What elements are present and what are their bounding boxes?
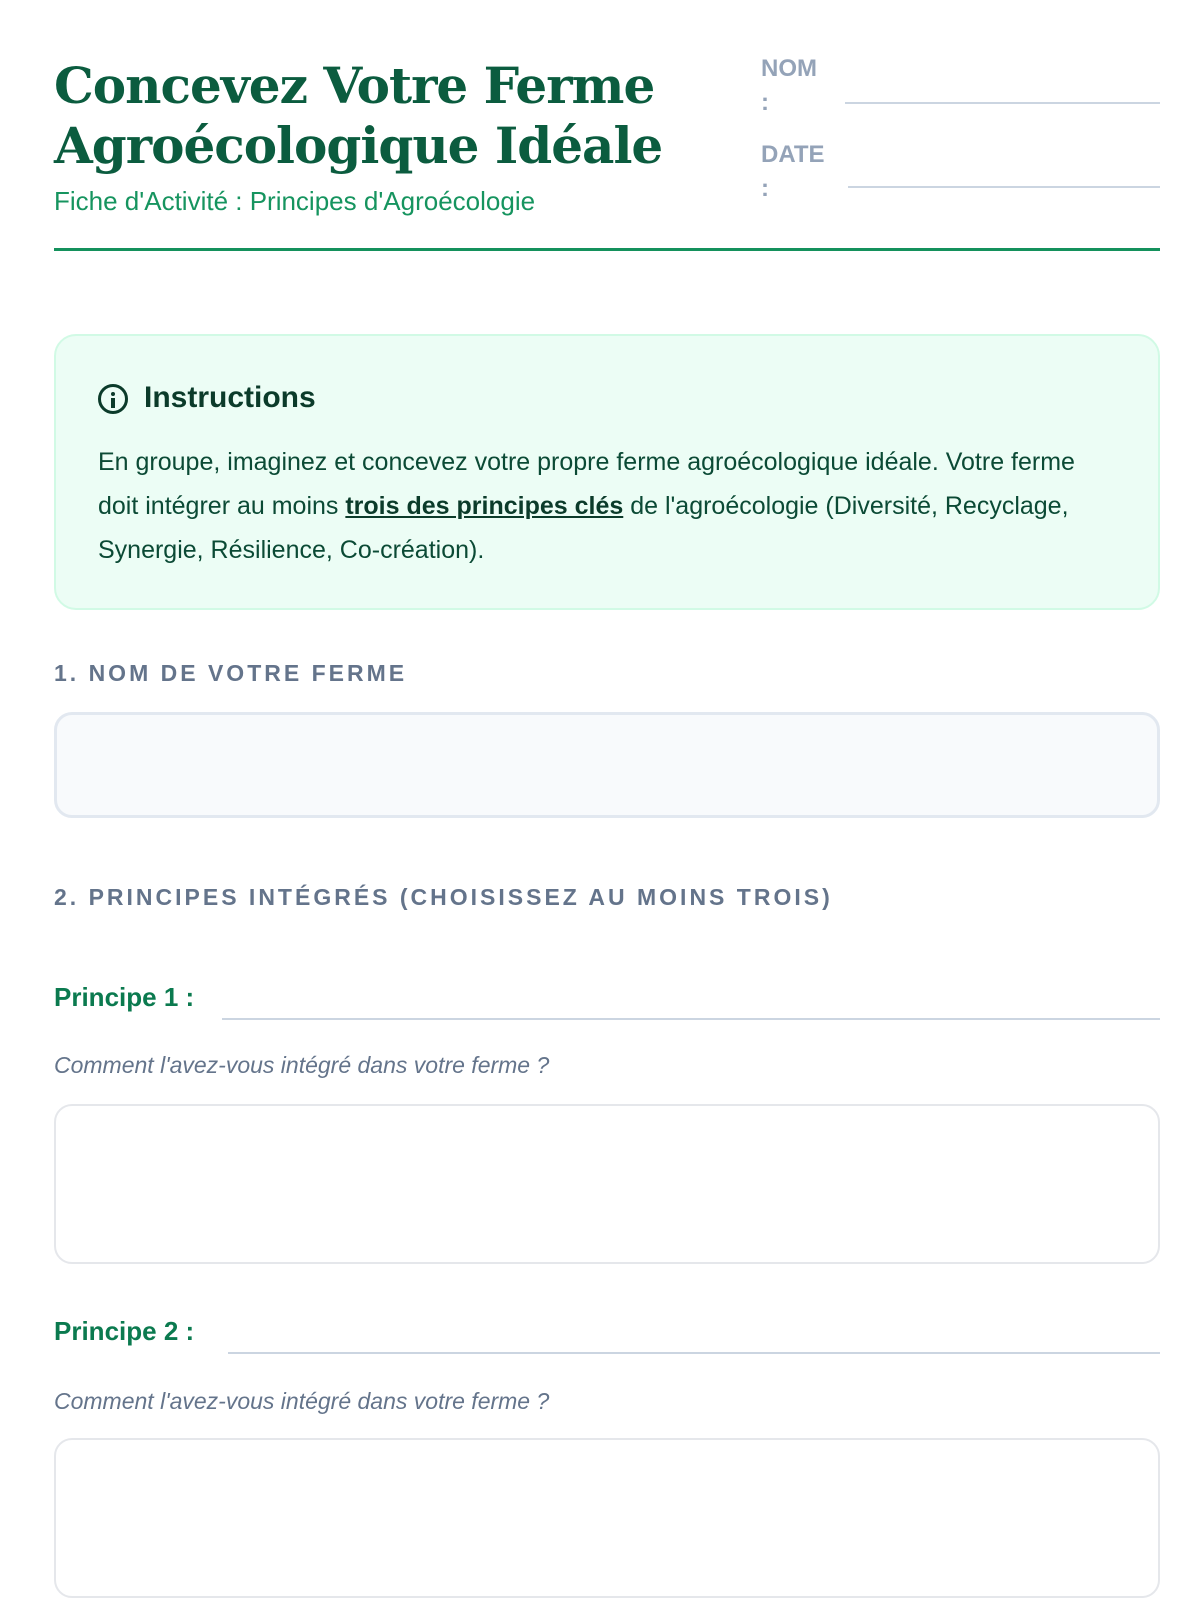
- date-input-line[interactable]: [848, 186, 1160, 188]
- name-label-text: NOM: [761, 55, 817, 82]
- farm-name-input[interactable]: [54, 712, 1160, 818]
- principle-2-question: Comment l'avez-vous intégré dans votre ferme ?: [54, 1388, 550, 1414]
- principle-1-question: Comment l'avez-vous intégré dans votre ferme ?: [54, 1052, 550, 1078]
- page-title-line-2: Agroécologique Idéale: [54, 116, 663, 175]
- principle-1-input-line[interactable]: [222, 1018, 1160, 1020]
- worksheet-page: [54, 0, 1160, 1600]
- section-principles-label: 2. PRINCIPES INTÉGRÉS (CHOISISSEZ AU MOINS TROIS): [54, 884, 833, 910]
- name-field-row: [761, 52, 1160, 116]
- page-title-line-1: Concevez Votre Ferme: [54, 56, 655, 115]
- principle-1-answer-box[interactable]: [54, 1104, 1160, 1264]
- date-field-row: [761, 138, 1160, 202]
- info-icon: [98, 384, 128, 414]
- page-title: [54, 56, 734, 176]
- name-label-colon: :: [761, 89, 769, 116]
- section-farm-name-label: 1. NOM DE VOTRE FERME: [54, 660, 408, 686]
- header-divider: [54, 248, 1160, 251]
- page-subtitle: Fiche d'Activité : Principes d'Agroécologie: [54, 186, 536, 216]
- name-input-line[interactable]: [845, 102, 1160, 104]
- worksheet-header: [54, 52, 1160, 252]
- principle-2-answer-box[interactable]: [54, 1438, 1160, 1598]
- date-label-text: DATE: [761, 141, 825, 168]
- name-label: [761, 52, 841, 120]
- principle-2-label: Principe 2 :: [54, 1316, 195, 1346]
- principle-2-input-line[interactable]: [228, 1352, 1160, 1354]
- instructions-text-end: de l'agroécologie (Diversité, Recyclage, Synergie, Résilience, Co-création).: [98, 492, 1069, 564]
- instructions-title: Instructions: [144, 381, 316, 414]
- instructions-box: [54, 334, 1160, 610]
- principle-1-label: Principe 1 :: [54, 982, 195, 1012]
- date-label: [761, 138, 841, 206]
- instructions-text: [98, 440, 1108, 572]
- instructions-text-start: En groupe, imaginez et concevez votre propre ferme agroécologique idéale. Votre ferme doit intégrer au moins: [98, 448, 1075, 520]
- date-label-colon: :: [761, 175, 769, 202]
- instructions-emphasis: trois des principes clés: [345, 492, 624, 520]
